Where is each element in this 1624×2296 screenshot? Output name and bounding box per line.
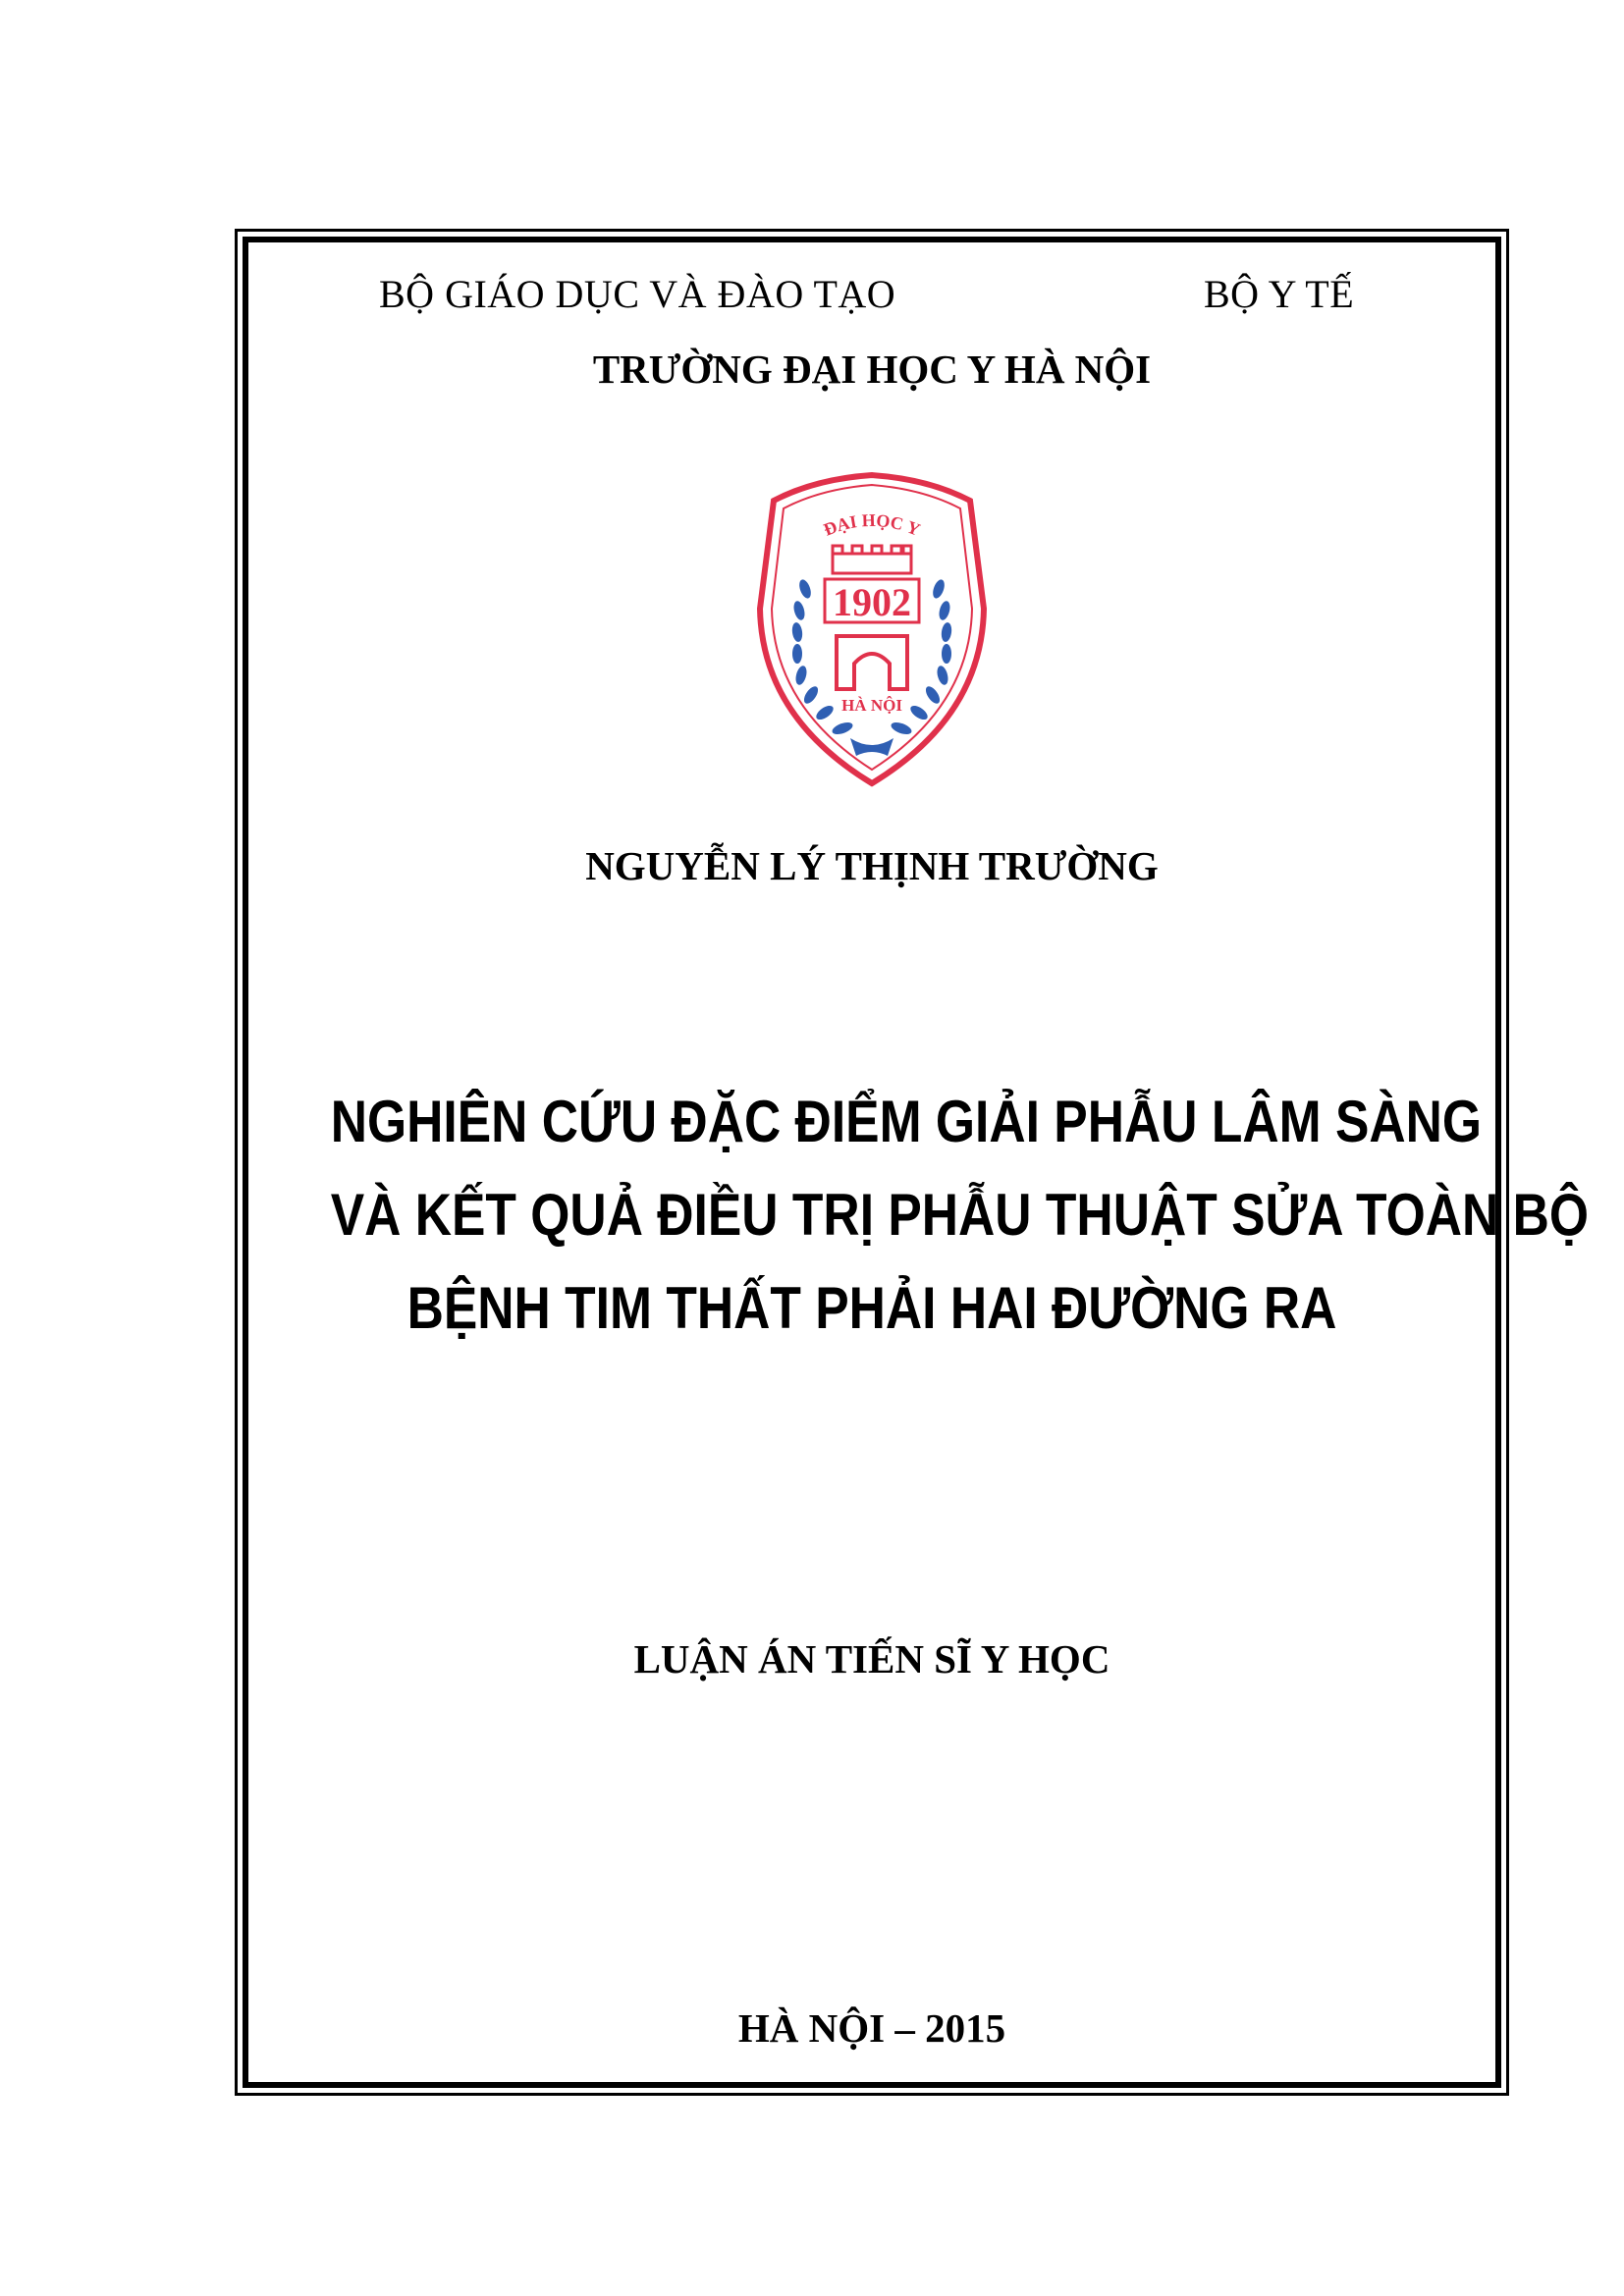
seal-year: 1902 xyxy=(833,580,911,624)
place-year-label: HÀ NỘI – 2015 xyxy=(737,2005,1006,2051)
seal-arch-gate xyxy=(837,636,907,689)
ministry-education-label: BỘ GIÁO DỤC VÀ ĐÀO TẠO xyxy=(379,272,896,316)
university-seal-logo xyxy=(756,471,988,787)
thesis-title-line-2: VÀ KẾT QUẢ ĐIỀU TRỊ PHẪU THUẬT SỬA TOÀN BỘ xyxy=(330,1182,1589,1248)
seal-tower xyxy=(833,554,911,573)
university-name: TRƯỜNG ĐẠI HỌC Y HÀ NỘI xyxy=(592,347,1152,392)
seal-bottom-text: HÀ NỘI xyxy=(841,696,902,715)
thesis-title-line-3: BỆNH TIM THẤT PHẢI HAI ĐƯỜNG RA xyxy=(406,1275,1337,1341)
ministry-health-label: BỘ Y TẾ xyxy=(1204,272,1355,316)
seal-ribbon xyxy=(850,738,893,756)
thesis-title-line-1: NGHIÊN CỨU ĐẶC ĐIỂM GIẢI PHẪU LÂM SÀNG xyxy=(330,1089,1483,1154)
seal-top-text: ĐẠI HỌC Y xyxy=(821,509,923,540)
degree-label: LUẬN ÁN TIẾN SĨ Y HỌC xyxy=(633,1636,1110,1682)
thesis-title xyxy=(330,1075,1589,1355)
author-name: NGUYỄN LÝ THỊNH TRƯỜNG xyxy=(585,843,1159,888)
